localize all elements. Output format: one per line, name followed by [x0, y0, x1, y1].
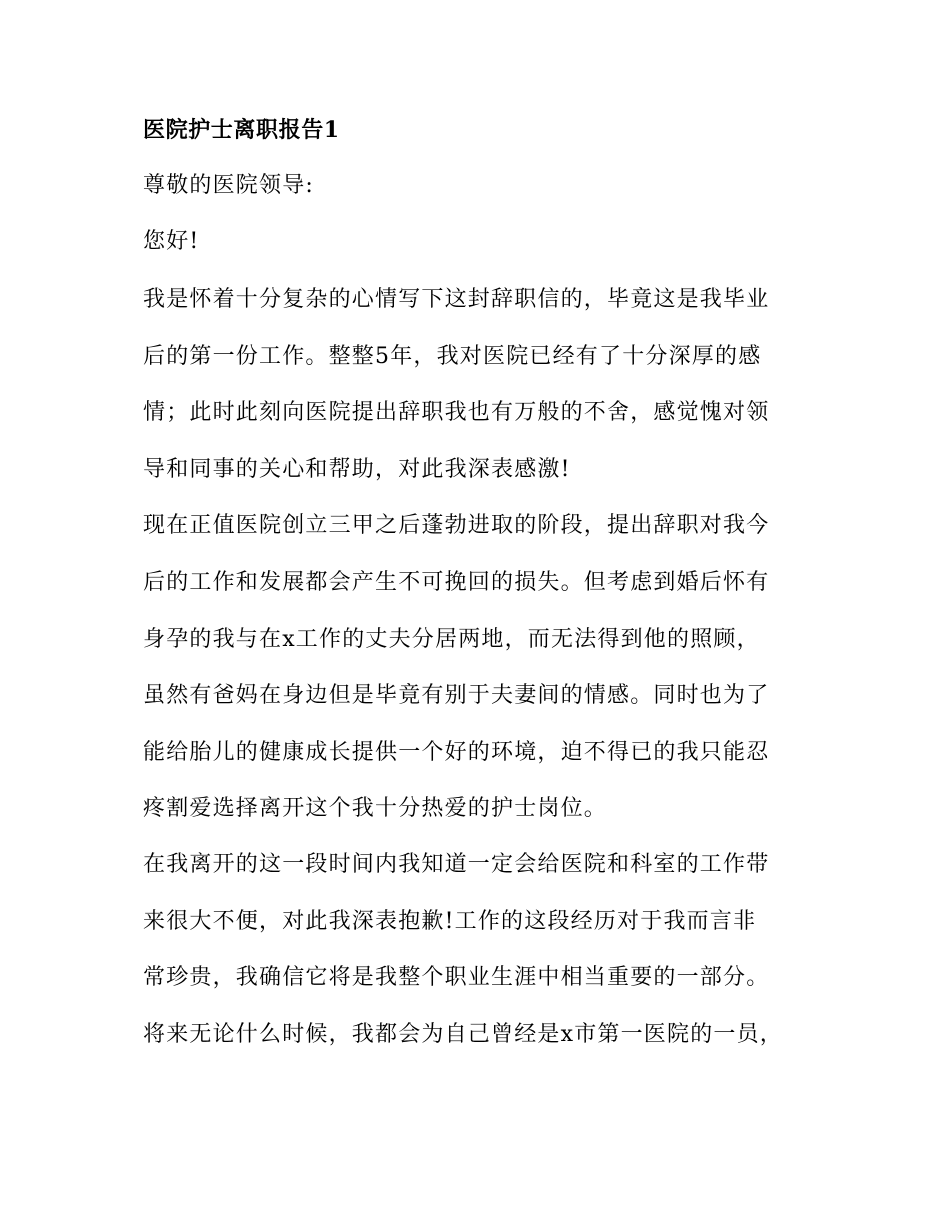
body-line: 将来无论什么时候，我都会为自己曾经是x市第一医院的一员，	[143, 1022, 784, 1047]
body-line: 虽然有爸妈在身边但是毕竟有别于夫妻间的情感。同时也为了	[143, 683, 770, 708]
body-line: 后的工作和发展都会产生不可挽回的损失。但考虑到婚后怀有	[143, 570, 770, 595]
document-title: 医院护士离职报告1	[143, 117, 340, 143]
body-line: 在我离开的这一段时间内我知道一定会给医院和科室的工作带	[143, 852, 770, 877]
salutation: 尊敬的医院领导:	[143, 173, 315, 198]
body-line: 来很大不便，对此我深表抱歉!工作的这段经历对于我而言非	[143, 909, 757, 934]
greeting: 您好!	[143, 229, 200, 254]
body-line: 现在正值医院创立三甲之后蓬勃进取的阶段，提出辞职对我今	[143, 513, 770, 538]
body-line: 能给胎儿的健康成长提供一个好的环境，迫不得已的我只能忍	[143, 740, 770, 765]
body-line: 常珍贵，我确信它将是我整个职业生涯中相当重要的一部分。	[143, 965, 770, 990]
body-line: 情；此时此刻向医院提出辞职我也有万般的不舍，感觉愧对领	[143, 400, 770, 425]
body-line: 导和同事的关心和帮助，对此我深表感激!	[143, 457, 571, 482]
body-line: 我是怀着十分复杂的心情写下这封辞职信的，毕竟这是我毕业	[143, 287, 770, 312]
body-line: 后的第一份工作。整整5年，我对医院已经有了十分深厚的感	[143, 344, 762, 369]
body-line: 身孕的我与在x工作的丈夫分居两地，而无法得到他的照顾，	[143, 627, 760, 652]
body-line: 疼割爱选择离开这个我十分热爱的护士岗位。	[143, 796, 608, 821]
